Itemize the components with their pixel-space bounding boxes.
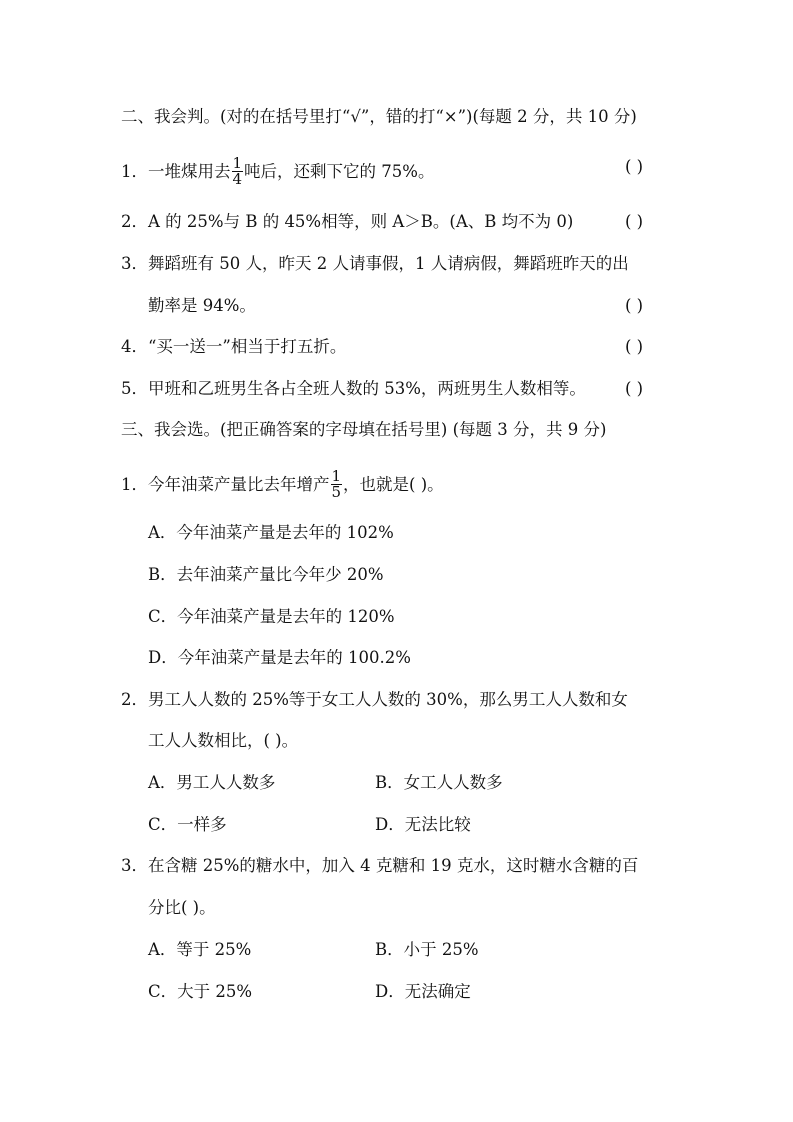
answer-blank-5[interactable]: ( ) (625, 379, 644, 398)
fraction-one-fifth: $\frac{1}{5}$ (331, 467, 342, 501)
item-text: “买一送一”相当于打五折。 (148, 337, 347, 356)
option-q1-c[interactable] (148, 607, 395, 627)
option-text: 今年油菜产量是去年的 120% (177, 607, 395, 626)
option-q3-d[interactable] (375, 982, 471, 1002)
option-label: A． (148, 940, 177, 959)
option-text: 去年油菜产量比今年少 20% (176, 565, 384, 584)
question-text-post: ，也就是( )。 (343, 475, 444, 494)
option-text: 无法比较 (404, 815, 471, 834)
choice-question-3 (121, 856, 638, 876)
option-text: 等于 25% (176, 940, 252, 959)
question-text-line-1: 男工人人数的 25%等于女工人人数的 30%，那么男工人人数和女 (148, 690, 628, 709)
fraction-one-quarter: $\frac{1}{4}$ (232, 154, 243, 188)
answer-blank-2[interactable]: ( ) (625, 212, 644, 231)
judge-item-3-line-2: 勤率是 94%。 (148, 296, 256, 315)
item-number: 2． (121, 212, 148, 231)
answer-blank-4[interactable]: ( ) (625, 337, 644, 356)
item-number: 5． (121, 379, 148, 398)
item-text-pre: 一堆煤用去 (148, 162, 231, 181)
item-number: 1． (121, 162, 148, 181)
option-q2-b[interactable] (375, 773, 503, 793)
option-text: 大于 25% (177, 982, 253, 1001)
option-text: 男工人人数多 (176, 773, 276, 792)
option-label: A． (148, 773, 177, 792)
option-label: B． (375, 940, 404, 959)
option-label: D． (148, 648, 178, 667)
option-label: D． (375, 982, 405, 1001)
option-label: C． (148, 815, 178, 834)
answer-blank-3[interactable]: ( ) (625, 296, 644, 315)
option-q3-a[interactable] (148, 940, 251, 960)
question-text-pre: 今年油菜产量比去年增产 (148, 475, 330, 494)
option-q3-c[interactable] (148, 982, 252, 1002)
option-label: A． (148, 523, 177, 542)
option-q2-c[interactable] (148, 815, 227, 835)
choice-question-2-line-2: 工人人数相比，( )。 (148, 731, 299, 750)
item-text: 甲班和乙班男生各占全班人数的 53%，两班男生人数相等。 (148, 379, 586, 398)
option-text: 女工人人数多 (403, 773, 503, 792)
item-text-post: 吨后，还剩下它的 75%。 (244, 162, 435, 181)
option-text: 今年油菜产量是去年的 100.2% (177, 648, 411, 667)
option-label: B． (375, 773, 404, 792)
judge-item-4 (121, 337, 346, 357)
option-q2-d[interactable] (375, 815, 471, 835)
answer-blank-1[interactable]: ( ) (625, 157, 644, 176)
judge-item-2 (121, 212, 573, 232)
choice-question-3-line-2: 分比( )。 (148, 898, 216, 917)
item-number: 4． (121, 337, 148, 356)
option-q1-b[interactable] (148, 565, 384, 585)
question-number: 2． (121, 690, 148, 709)
item-text-line-1: 舞蹈班有 50 人，昨天 2 人请事假，1 人请病假，舞蹈班昨天的出 (148, 254, 629, 273)
option-text: 无法确定 (404, 982, 471, 1001)
item-number: 3． (121, 254, 148, 273)
choice-question-2 (121, 690, 628, 710)
option-q1-d[interactable] (148, 648, 411, 668)
option-q1-a[interactable] (148, 523, 394, 543)
choice-question-1 (121, 467, 444, 501)
option-text: 今年油菜产量是去年的 102% (176, 523, 394, 542)
section-3-heading: 三、我会选。(把正确答案的字母填在括号里) (每题 3 分，共 9 分) (121, 420, 607, 439)
judge-item-1 (121, 154, 435, 188)
option-label: B． (148, 565, 177, 584)
section-2-heading: 二、我会判。(对的在括号里打“√”，错的打“×”)(每题 2 分，共 10 分) (121, 107, 637, 126)
question-number: 1． (121, 475, 148, 494)
item-text: A 的 25%与 B 的 45%相等，则 A＞B。(A、B 均不为 0) (148, 212, 574, 231)
judge-item-3 (121, 254, 629, 274)
option-label: D． (375, 815, 405, 834)
question-number: 3． (121, 856, 148, 875)
question-text-line-1: 在含糖 25%的糖水中，加入 4 克糖和 19 克水，这时糖水含糖的百 (148, 856, 639, 875)
option-q3-b[interactable] (375, 940, 479, 960)
judge-item-5 (121, 379, 586, 399)
option-q2-a[interactable] (148, 773, 275, 793)
option-text: 一样多 (177, 815, 227, 834)
option-text: 小于 25% (403, 940, 479, 959)
option-label: C． (148, 607, 178, 626)
option-label: C． (148, 982, 178, 1001)
